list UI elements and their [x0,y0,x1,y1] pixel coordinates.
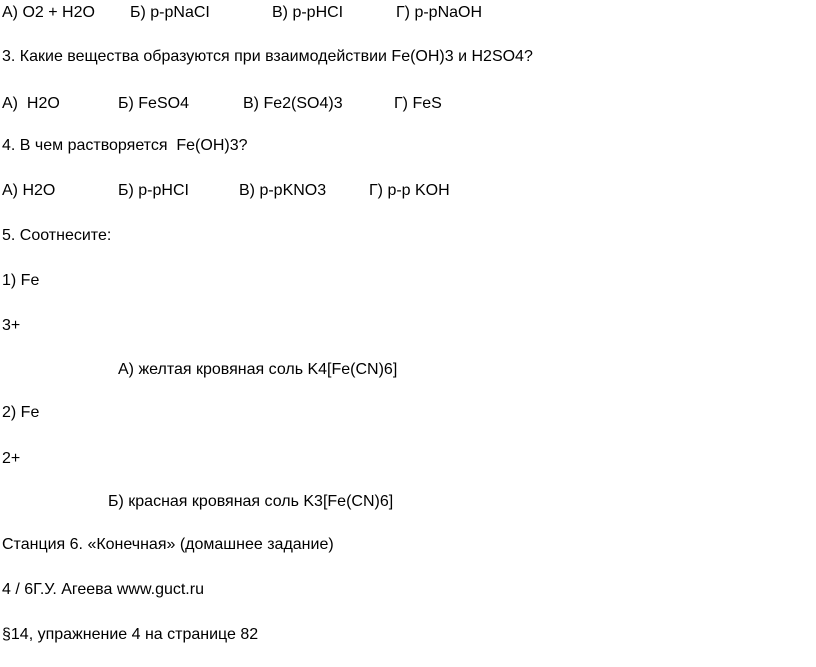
match-item-2-charge: 2+ [2,450,21,467]
match-answer-a: А) желтая кровяная соль K4[Fe(CN)6] [118,361,398,378]
homework-text: §14, упражнение 4 на странице 82 [2,626,259,643]
q3-option-d: Г) FeS [394,95,442,112]
q4-option-d: Г) р-р KOH [369,182,450,199]
q4-option-c: В) р-рKNO3 [239,182,327,199]
q4-option-a: А) H2O [2,182,56,199]
station-heading: Станция 6. «Конечная» (домашнее задание) [2,536,334,553]
question-4: 4. В чем растворяется Fe(OH)3? [2,137,248,154]
q4-option-b: Б) р-рHCI [118,182,189,199]
match-item-2: 2) Fe [2,404,40,421]
match-answer-b: Б) красная кровяная соль K3[Fe(CN)6] [108,493,394,510]
question-5: 5. Соотнесите: [2,227,112,244]
match-item-1-charge: 3+ [2,317,21,334]
option-c: В) р-рHCI [272,4,344,21]
question-3: 3. Какие вещества образуются при взаимодействии Fe(OH)3 и H2SO4? [2,48,533,65]
page-footer: 4 / 6Г.У. Агеева www.guct.ru [2,581,204,598]
option-b: Б) р-рNaCI [130,4,210,21]
match-item-1: 1) Fe [2,272,40,289]
option-d: Г) р-рNaOH [396,4,483,21]
q3-option-a: А) H2O [2,95,60,112]
q3-option-c: В) Fe2(SO4)3 [243,95,343,112]
q3-option-b: Б) FeSO4 [118,95,189,112]
option-a: А) О2 + Н2О [2,4,95,21]
